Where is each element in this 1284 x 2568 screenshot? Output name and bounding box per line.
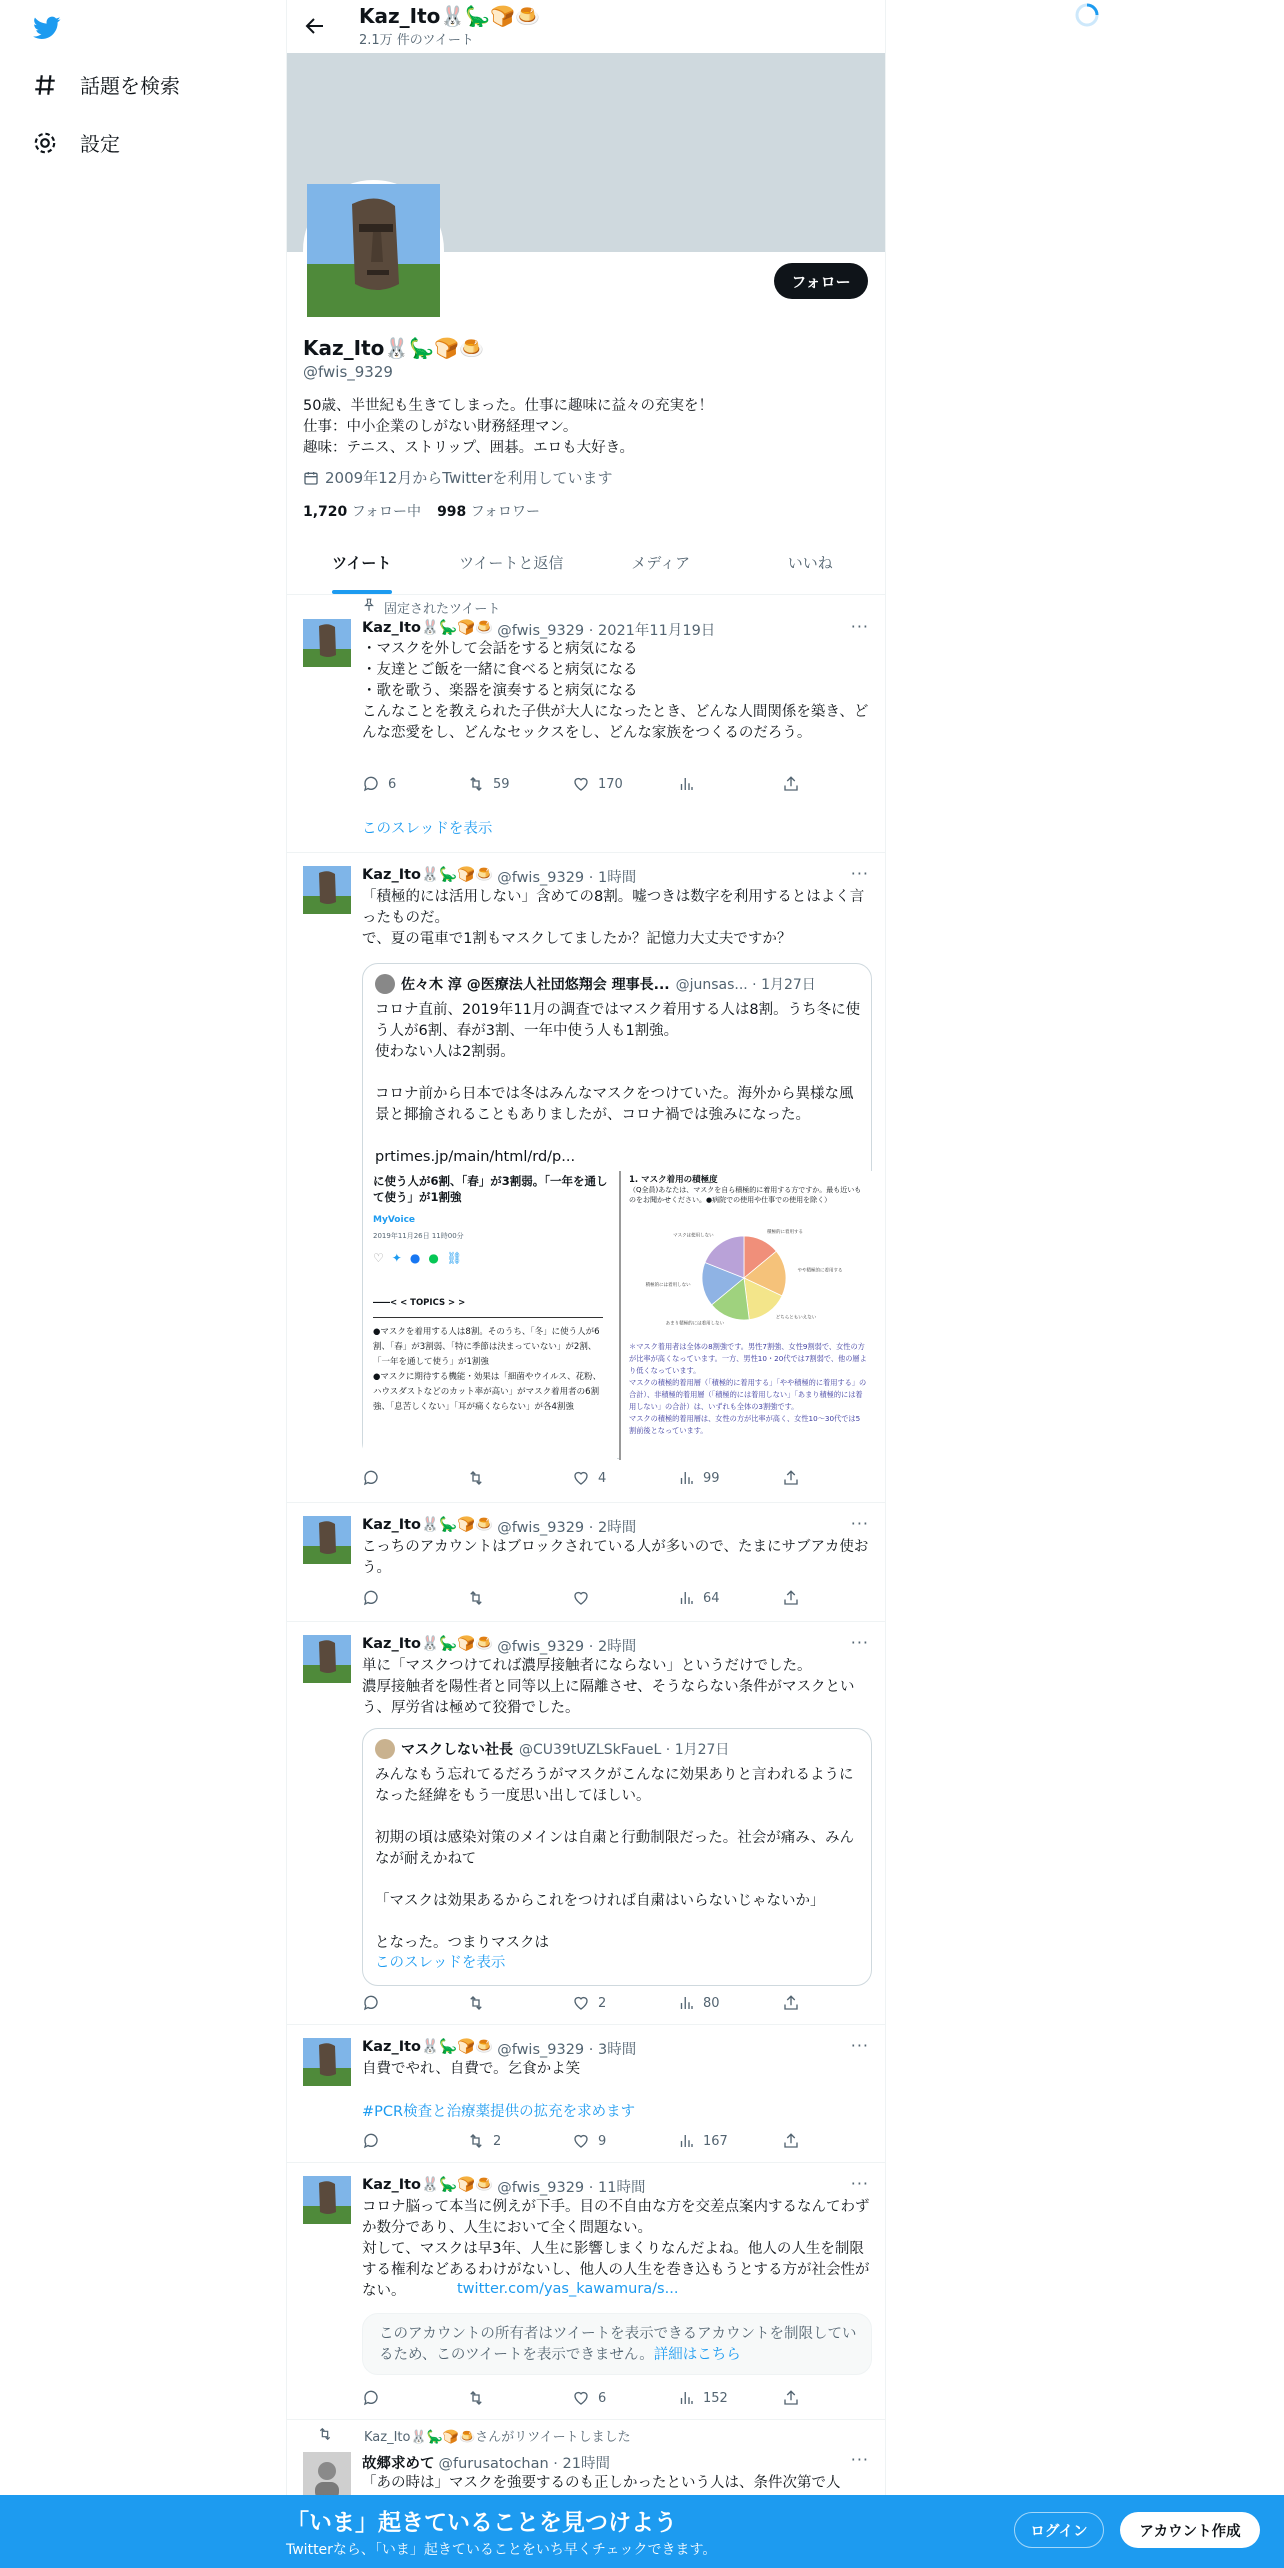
tweet-actions [362, 1994, 802, 2012]
more-icon[interactable]: ··· [850, 1633, 869, 1652]
more-icon[interactable]: ··· [850, 2174, 869, 2193]
joined-label: 2009年12月からTwitterを利用しています [325, 469, 613, 487]
hashtag-icon [32, 72, 58, 98]
retweet-icon [467, 2389, 485, 2407]
nav-settings[interactable] [32, 128, 120, 157]
tweet-avatar[interactable] [303, 2452, 351, 2500]
show-thread-link[interactable]: このスレッドを表示 [362, 821, 493, 837]
quote-avatar [375, 1739, 395, 1759]
views-button[interactable] [677, 2132, 767, 2150]
tweet-avatar[interactable] [303, 619, 351, 667]
img-left-share-icons: ♡ ✦ ● ● ⛓ [373, 1251, 463, 1265]
unavailable-message: このアカウントの所有者はツイートを表示できるアカウントを制限しているため、このツイートを表示できません。 [379, 2326, 857, 2363]
tweet-actions [362, 2389, 802, 2407]
views-icon [677, 2389, 695, 2407]
pie-slice-label: やや積極的に着用する [797, 1268, 843, 1274]
tweet-card[interactable] [287, 2025, 885, 2163]
tweet-card[interactable] [287, 2163, 885, 2420]
tweet-card[interactable] [287, 1503, 885, 1622]
reply-button[interactable] [362, 2389, 452, 2407]
gear-icon [32, 130, 58, 156]
retweet-button[interactable] [467, 1469, 557, 1487]
following-label: フォロー中 [351, 504, 422, 520]
show-thread-link[interactable]: このスレッドを表示 [375, 1955, 506, 1971]
tweet-header [362, 866, 636, 887]
login-button[interactable]: ログイン [1014, 2512, 1104, 2548]
img-left-topics: ――< < TOPICS > > [373, 1298, 466, 1308]
moai-avatar-image [303, 2038, 351, 2086]
img-right-heading: 1. マスク着用の積極度 [629, 1175, 718, 1185]
like-count: 2 [598, 1995, 607, 2011]
banner-subtitle: Twitterなら、「いま」起きていることをいち早くチェックできます。 [286, 2542, 717, 2558]
view-count: 99 [703, 1470, 720, 1486]
retweet-icon [317, 2426, 333, 2442]
twitter-logo-icon[interactable] [32, 14, 62, 42]
share-button[interactable] [782, 2389, 802, 2407]
views-button[interactable] [677, 1469, 767, 1487]
like-count: 170 [598, 776, 623, 792]
like-count: 6 [598, 2390, 607, 2406]
profile-handle: @fwis_9329 [303, 363, 393, 381]
followers-label: フォロワー [470, 504, 541, 520]
followers-count: 998 [437, 504, 467, 520]
moai-avatar-image [303, 1635, 351, 1683]
nav-explore[interactable] [32, 70, 180, 99]
tweet-header [362, 1635, 636, 1656]
heart-icon [572, 1469, 590, 1487]
quote-author: 佐々木 淳 @医療法人社団悠翔会 理事長... [401, 977, 670, 993]
tweet-author[interactable]: Kaz_Ito🐰🦕🍞🍮 [362, 620, 494, 636]
retweet-label: Kaz_Ito🐰🦕🍞🍮さんがリツイートしました [364, 2430, 631, 2445]
heart-icon [572, 775, 590, 793]
tweet-meta[interactable]: @fwis_9329 · 3時間 [497, 2042, 637, 2058]
pie-slice-label: マスクは使用しない [673, 1233, 714, 1239]
nav-explore-label: 話題を検索 [80, 74, 180, 98]
pinned-label: 固定されたツイート [384, 602, 501, 617]
divider [373, 1317, 603, 1318]
user-avatar-image [303, 2452, 351, 2500]
reply-icon [362, 775, 380, 793]
tweet-header [362, 1516, 636, 1537]
like-button[interactable] [572, 1469, 662, 1487]
quote-meta: @CU39tUZLSkFaueL · 1月27日 [519, 1742, 730, 1758]
heart-icon [572, 1994, 590, 2012]
tweet-header [362, 2038, 636, 2059]
img-left-date: 2019年11月26日 11時00分 [373, 1232, 464, 1240]
reply-icon [362, 1994, 380, 2012]
unavailable-text [379, 2324, 859, 2366]
tweet-text: 自費でやれ、自費で。乞食かよ笑 [362, 2061, 581, 2077]
follow-button[interactable]: フォロー [774, 263, 868, 299]
pie-slice-label: 積極的には着用しない [645, 1282, 691, 1288]
quote-text: みんなもう忘れてるだろうがマスクがこんなに効果ありと言われるようになった経緯をもう一度思い出してほしい。 初期の頃は感染対策のメインは自粛と行動制限だった。社会が痛み、みんなが耐えかねて 「マスクは効果あるからこれをつければ自粛はいらないじゃないか」 となった。つまりマスクは [375, 1767, 855, 1951]
views-icon [677, 1589, 695, 1607]
like-button[interactable] [572, 2389, 662, 2407]
heart-icon [572, 2389, 590, 2407]
tweet-meta[interactable]: @fwis_9329 · 2時間 [497, 1520, 637, 1536]
pinned-row [362, 598, 500, 617]
retweet-icon [467, 1589, 485, 1607]
share-icon [782, 1994, 800, 2012]
follow-stats [303, 501, 540, 521]
profile-avatar[interactable] [303, 180, 444, 321]
retweet-count: 2 [493, 2133, 502, 2149]
quote-header [375, 974, 861, 994]
share-button[interactable] [782, 1469, 802, 1487]
views-icon [677, 2132, 695, 2150]
quote-header [375, 1739, 861, 1759]
tweet-avatar[interactable] [303, 866, 351, 914]
tweet-meta[interactable]: @furusatochan · 21時間 [438, 2456, 610, 2472]
reply-icon [362, 2132, 380, 2150]
tab-tweets[interactable]: ツイート [287, 542, 437, 594]
views-icon [677, 1469, 695, 1487]
tab-likes[interactable]: いいね [787, 554, 833, 572]
profile-tabs [287, 542, 885, 595]
tweet-meta[interactable]: @fwis_9329 · 2時間 [497, 1639, 637, 1655]
share-button[interactable] [782, 1589, 802, 1607]
retweet-button[interactable] [467, 2132, 557, 2150]
nav-settings-label: 設定 [80, 132, 120, 156]
img-left-brand: MyVoice [373, 1215, 416, 1225]
retweet-count: 59 [493, 776, 510, 792]
share-icon [782, 775, 800, 793]
tweet-avatar[interactable] [303, 2176, 351, 2224]
followers-link[interactable] [437, 501, 540, 521]
more-icon[interactable]: ··· [850, 2450, 869, 2469]
share-button[interactable] [782, 1994, 802, 2012]
quote-author: マスクしない社長 [401, 1742, 513, 1758]
moai-avatar-image [303, 619, 351, 667]
retweet-button[interactable] [467, 1589, 557, 1607]
retweet-icon [467, 1469, 485, 1487]
tweet-meta[interactable]: @fwis_9329 · 1時間 [497, 870, 637, 886]
reply-count: 6 [388, 776, 397, 792]
view-count: 80 [703, 1995, 720, 2011]
reply-button[interactable] [362, 775, 452, 793]
tweet-author[interactable]: Kaz_Ito🐰🦕🍞🍮 [362, 2177, 494, 2193]
tweet-text: 「積極的には活用しない」含めての8割。嘘つきは数字を利用するとはよく言ったものだ。 で、夏の電車で1割もマスクしてましたか？記憶力大丈夫ですか？ [362, 889, 865, 947]
profile-header-bar [287, 0, 885, 53]
signup-banner [0, 2495, 1284, 2568]
reply-button[interactable] [362, 1589, 452, 1607]
tweet-text: ・マスクを外して会話をすると病気になる ・友達とご飯を一緒に食べると病気になる ・歌を歌う、楽器を演奏すると病気になる こんなことを教えられた子供が大人になったとき、どんな人間関係を築き、どんな恋愛をし、どんなセックスをし、どんな家族をつくるのだろう。 [362, 641, 869, 741]
more-icon[interactable]: ··· [850, 864, 869, 883]
tweet-avatar[interactable] [303, 2038, 351, 2086]
reply-button[interactable] [362, 2132, 452, 2150]
tab-tweets-replies[interactable]: ツイートと返信 [459, 554, 564, 572]
moai-avatar-image [303, 2176, 351, 2224]
like-button[interactable] [572, 775, 662, 793]
reply-icon [362, 1469, 380, 1487]
left-nav [0, 0, 286, 2568]
tweet-author[interactable]: 故郷求めて [362, 2456, 435, 2472]
reply-button[interactable] [362, 1469, 452, 1487]
share-icon [782, 2389, 800, 2407]
like-button[interactable] [572, 2132, 662, 2150]
tweet-card[interactable] [287, 1622, 885, 2025]
share-icon [782, 1589, 800, 1607]
pie-slice-label: 積極的に着用する [766, 1229, 803, 1235]
tweet-actions [362, 775, 802, 793]
quote-meta: @junsas... · 1月27日 [675, 977, 816, 993]
calendar-icon [303, 470, 319, 486]
unavailable-notice [362, 2313, 872, 2375]
moai-avatar-image [303, 1516, 351, 1564]
reply-icon [362, 2389, 380, 2407]
header-name: Kaz_Ito🐰🦕🍞🍮 [359, 4, 540, 28]
retweet-icon [467, 775, 485, 793]
tweet-meta[interactable]: @fwis_9329 · 11時間 [497, 2180, 646, 2196]
share-button[interactable] [782, 2132, 802, 2150]
quoted-tweet[interactable] [362, 1728, 872, 1986]
views-button[interactable] [677, 1994, 767, 2012]
tweet-actions [362, 1469, 802, 1487]
more-icon[interactable]: ··· [850, 2036, 869, 2055]
moai-avatar-image [303, 866, 351, 914]
img-right-subheading: （Q全員)あなたは、マスクを自ら積極的に着用する方ですか。最も近いものをお聞かせください。●病院での使用や仕事での使用を除く） [629, 1186, 862, 1204]
tweet-avatar[interactable] [303, 1516, 351, 1564]
retweet-icon [467, 2132, 485, 2150]
pie-slice-label: どちらともいえない [775, 1315, 817, 1321]
quote-image-left[interactable] [363, 1171, 617, 1460]
pie-slices [646, 1228, 843, 1327]
reply-button[interactable] [362, 1994, 452, 2012]
tweet-header [362, 619, 715, 640]
img-left-heading: に使う人が6割、「春」が3割弱。「一年を通して使う」が1割強 [373, 1174, 608, 1204]
following-count: 1,720 [303, 504, 348, 520]
views-button[interactable] [677, 1589, 767, 1607]
quote-image-right[interactable] [619, 1171, 873, 1460]
retweet-icon [467, 1994, 485, 2012]
like-button[interactable] [572, 1994, 662, 2012]
like-count: 9 [598, 2133, 607, 2149]
more-icon[interactable]: ··· [850, 617, 869, 636]
banner-title: 「いま」起きていることを見つけよう [286, 2510, 677, 2536]
share-button[interactable] [782, 775, 802, 793]
tweet-actions [362, 2132, 802, 2150]
pie-chart [645, 1223, 843, 1338]
like-button[interactable] [572, 1589, 662, 1607]
tweet-header [362, 2452, 610, 2473]
retweet-button[interactable] [467, 2389, 557, 2407]
hashtag-link[interactable]: #PCR検査と治療薬提供の拡充を求めます [362, 2104, 636, 2120]
quote-text: コロナ直前、2019年11月の調査ではマスク着用する人は8割。うち冬に使う人が6割、春が3割、一年中使う人も1割強。 使わない人は2割弱。 コロナ前から日本では冬はみんなマスクをつけていた。海外から異様な風景と揶揄されることもありましたが、コロナ禍では強みになった。 prtimes.jp/main/html/rd/p... [375, 1002, 861, 1165]
following-link[interactable] [303, 501, 421, 521]
tweet-text: コロナ脳って本当に例えが下手。目の不自由な方を交差点案内するなんてわずか数分であり、人生において全く問題ない。 対して、マスクは早3年、人生に影響しまくりなんだよね。他人の人生を制限する権利などあるわけがないし、他人の人生を巻き込もうとする方が社会性がない。 [362, 2199, 870, 2299]
img-left-body: ●マスクを着用する人は8割。そのうち、「冬」に使う人が6割、「春」が3割弱、「特に季節は決まっていない」が2割、「一年を通して使う」が1割強 ●マスクに期待する機能・効果は「細菌やウイルス、花粉、ハウスダストなどのカット率が高い」がマスク着用者の6割強、「息苦しくない」「耳が痛くならない」が各4割強 [373, 1327, 602, 1412]
retweet-button[interactable] [467, 1994, 557, 2012]
pin-icon [362, 598, 376, 612]
tweet-author[interactable]: Kaz_Ito🐰🦕🍞🍮 [362, 867, 494, 883]
tweet-author[interactable]: Kaz_Ito🐰🦕🍞🍮 [362, 1636, 494, 1652]
tweet-card[interactable] [287, 853, 885, 1503]
tweet-meta[interactable]: @fwis_9329 · 2021年11月19日 [497, 623, 716, 639]
heart-icon [572, 1589, 590, 1607]
pie-slice-label: あまり積極的には着用しない [665, 1321, 725, 1327]
tweet-header [362, 2176, 645, 2197]
retweet-row [317, 2426, 631, 2445]
header-tweet-count: 2.1万 件のツイート [359, 33, 474, 48]
views-button[interactable] [677, 2389, 767, 2407]
more-icon[interactable]: ··· [850, 1514, 869, 1533]
img-right-note: ＊マスク着用者は全体の8割強です。男性7割強、女性9割弱で、女性の方が比率が高くなっています。一方、男性10・20代では7割弱で、他の層より低くなっています。 マスクの積極的着用層（「積極的に着用する」「やや積極的に着用する」の合計）、非積極的着用層（「積極的には着用しない」「あまり積極的には着用しない」の合計）は、いずれも全体の3割強です。 マスクの積極的着用層は、女性の方が比率が高く、女性10〜30代では5割前後となっています。 [629, 1342, 867, 1435]
tweet-avatar[interactable] [303, 1635, 351, 1683]
tweet-text: 単に「マスクつけてれば濃厚接触者にならない」というだけでした。 濃厚接触者を陽性者と同等以上に隔離させ、そうならない条件がマスクという、厚労省は極めて狡猾でした。 [362, 1658, 855, 1716]
loading-spinner-icon [1074, 2, 1100, 28]
like-count: 4 [598, 1470, 607, 1486]
view-count: 167 [703, 2133, 728, 2149]
profile-bio: 50歳、半世紀も生きてしまった。仕事に趣味に益々の充実を！ 仕事：中小企業のしがない財務経理マン。 趣味：テニス、ストリップ、囲碁。エロも大好き。 [303, 398, 713, 456]
view-count: 64 [703, 1590, 720, 1606]
quote-avatar [375, 974, 395, 994]
views-button[interactable] [677, 775, 767, 793]
tweet-card[interactable] [287, 595, 885, 853]
share-icon [782, 2132, 800, 2150]
view-count: 152 [703, 2390, 728, 2406]
signup-button[interactable]: アカウント作成 [1120, 2512, 1260, 2548]
views-icon [677, 1994, 695, 2012]
tweet-text: 「あの時は」マスクを強要するのも正しかったという人は、条件次第で人 [362, 2475, 841, 2491]
views-icon [677, 775, 695, 793]
learn-more-link[interactable]: 詳細はこちら [653, 2347, 741, 2363]
tweet-author[interactable]: Kaz_Ito🐰🦕🍞🍮 [362, 2039, 494, 2055]
profile-joined [303, 467, 613, 488]
reply-icon [362, 1589, 380, 1607]
back-arrow-icon[interactable] [303, 14, 327, 38]
tweet-link[interactable]: twitter.com/yas_kawamura/s... [457, 2281, 679, 2297]
tweet-actions [362, 1589, 802, 1607]
retweet-button[interactable] [467, 775, 557, 793]
tweet-text: こっちのアカウントはブロックされている人が多いので、たまにサブアカ使おう。 [362, 1539, 869, 1576]
quoted-tweet[interactable] [362, 963, 872, 1459]
profile-column [286, 0, 886, 2568]
share-icon [782, 1469, 800, 1487]
heart-icon [572, 2132, 590, 2150]
tweet-author[interactable]: Kaz_Ito🐰🦕🍞🍮 [362, 1517, 494, 1533]
moai-avatar-image [307, 184, 440, 317]
tab-media[interactable]: メディア [631, 554, 691, 572]
profile-name: Kaz_Ito🐰🦕🍞🍮 [303, 336, 484, 360]
